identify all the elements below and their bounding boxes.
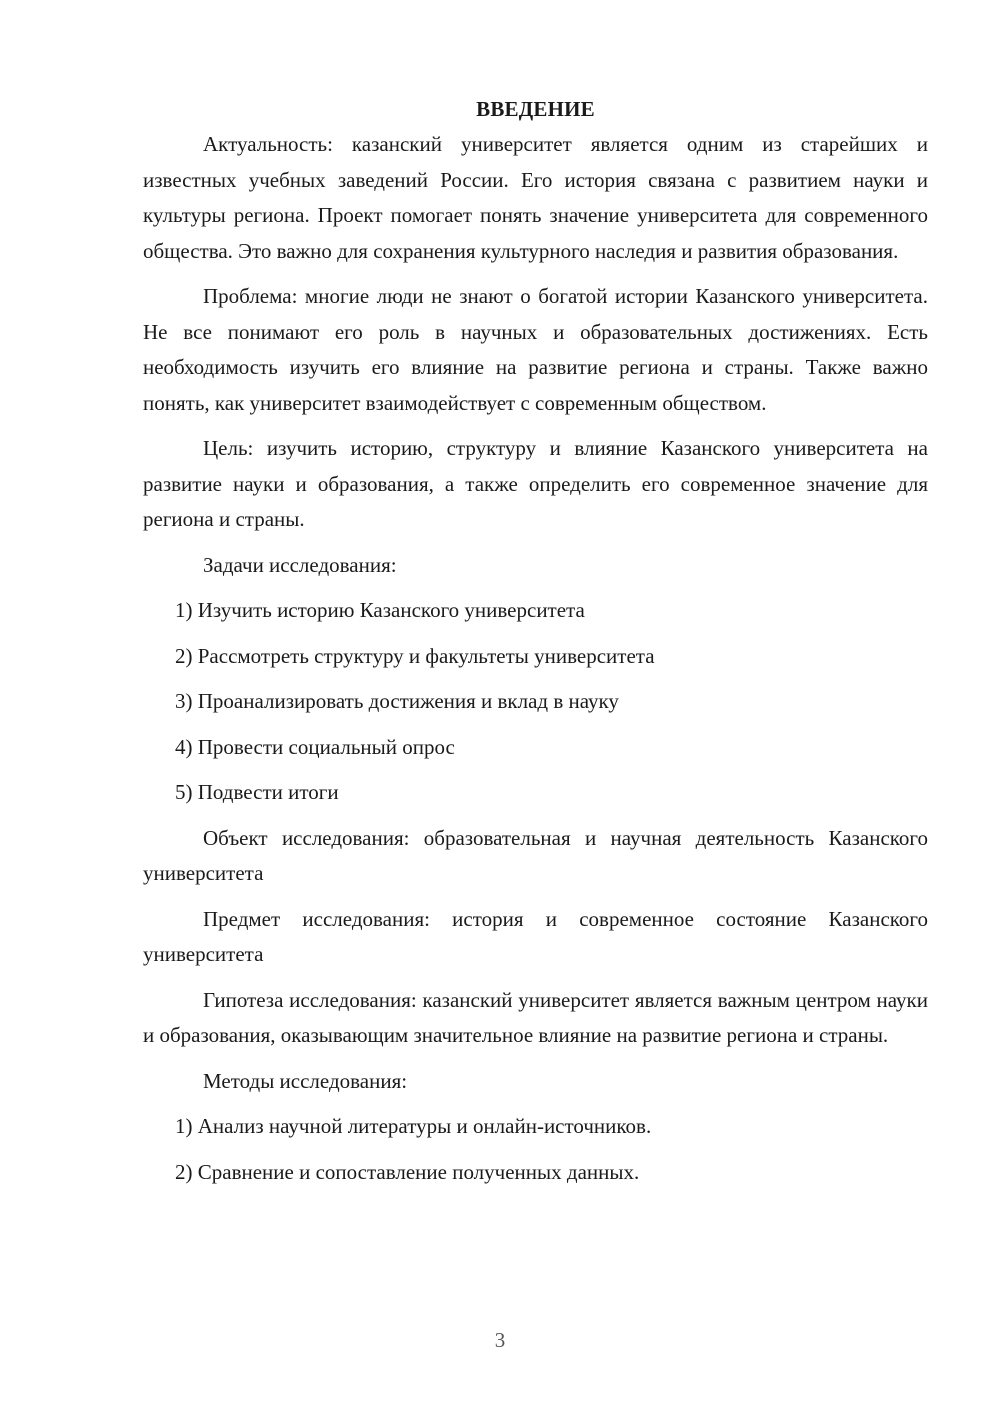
document-page [143,92,928,1200]
list-item: 4) Провести социальный опрос [175,734,455,759]
goal-paragraph: Цель: изучить историю, структуру и влияние Казанского университета на развитие науки и образования, а также определить его современное значение для региона и страны. [143,436,928,531]
tasks-list [143,593,928,811]
methods-list [143,1109,928,1190]
problem-paragraph: Проблема: многие люди не знают о богатой истории Казанского университета. Не все понимают его роль в научных и образовательных достижениях. Есть необходимость изучить его влияние на развитие региона и страны. Также важно понять, как университет взаимодействует с современным обществом. [143,284,928,415]
object-paragraph: Объект исследования: образовательная и научная деятельность Казанского университета [143,825,928,885]
list-item: 2) Сравнение и сопоставление полученных данных. [175,1159,640,1184]
list-item: 3) Проанализировать достижения и вклад в науку [175,689,619,713]
list-item: 1) Изучить историю Казанского университета [175,598,585,622]
list-item: 5) Подвести итоги [175,780,339,804]
relevance-paragraph: Актуальность: казанский университет является одним из старейших и известных учебных заведений России. Его история связана с развитием науки и культуры региона. Проект помогает понять значение университета для современного общества. Это важно для сохранения культурного наследия и развития образования. [143,132,928,263]
list-item: 1) Анализ научной литературы и онлайн-источников. [175,1114,652,1138]
hypothesis-paragraph: Гипотеза исследования: казанский университет является важным центром науки и образования, оказывающим значительное влияние на развитие региона и страны. [143,987,928,1047]
page-number: 3 [494,1328,506,1352]
subject-paragraph: Предмет исследования: история и современное состояние Казанского университета [143,906,928,966]
list-item: 2) Рассмотреть структуру и факультеты университета [175,643,655,668]
page-title: ВВЕДЕНИЕ [476,97,595,121]
tasks-heading: Задачи исследования: [203,552,397,577]
methods-heading: Методы исследования: [203,1068,408,1093]
